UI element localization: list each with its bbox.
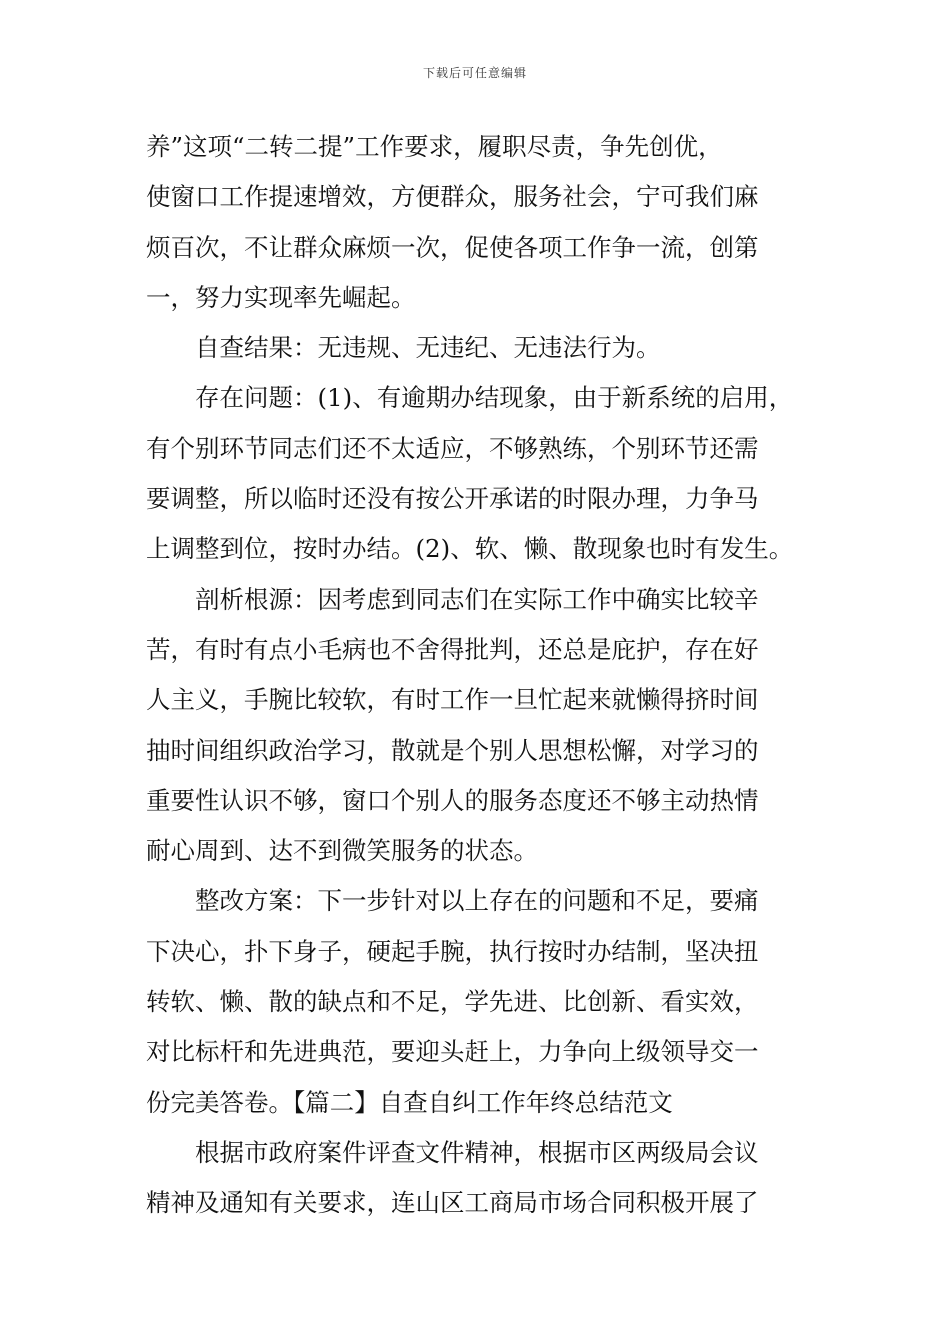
text-line: 上调整到位，按时办结。(2)、软、懒、散现象也时有发生。 [146, 534, 794, 564]
text-line: 精神及通知有关要求，连山区工商局市场合同积极开展了 [146, 1188, 759, 1218]
page-header: 下载后可任意编辑 [422, 66, 527, 80]
text-line: 下决心，扑下身子，硬起手腕，执行按时办结制，坚决扭 [146, 936, 759, 966]
text-line: 要调整，所以临时还没有按公开承诺的时限办理，力争马 [146, 484, 759, 514]
paragraph-existing-problems: 存在问题：(1)、有逾期办结现象，由于新系统的启用， [195, 383, 794, 413]
text-line: 重要性认识不够，窗口个别人的服务态度还不够主动热情 [146, 785, 759, 815]
paragraph-root-cause: 剖析根源：因考虑到同志们在实际工作中确实比较辛 [195, 584, 759, 614]
text-line: 转软、懒、散的缺点和不足，学先进、比创新、看实效， [146, 987, 759, 1017]
paragraph-rectification-plan: 整改方案：下一步针对以上存在的问题和不足，要痛 [195, 886, 759, 916]
text-line: 耐心周到、达不到微笑服务的状态。 [146, 836, 538, 866]
text-line: 养”这项“二转二提”工作要求，履职尽责，争先创优， [146, 132, 723, 161]
text-line: 一，努力实现率先崛起。 [146, 282, 416, 312]
text-line: 份完美答卷。【篇二】自查自纠工作年终总结范文 [146, 1087, 673, 1117]
text-line: 苦，有时有点小毛病也不舍得批判，还总是庇护，存在好 [146, 634, 759, 664]
paragraph-self-check-result: 自查结果：无违规、无违纪、无违法行为。 [195, 333, 661, 363]
text-line: 烦百次，不让群众麻烦一次，促使各项工作争一流，创第 [146, 232, 759, 262]
text-line: 抽时间组织政治学习，散就是个别人思想松懈，对学习的 [146, 735, 759, 765]
text-line: 对比标杆和先进典范，要迎头赶上，力争向上级领导交一 [146, 1037, 759, 1067]
text-line: 有个别环节同志们还不太适应，不够熟练，个别环节还需 [146, 433, 759, 463]
text-line: 使窗口工作提速增效，方便群众，服务社会，宁可我们麻 [146, 182, 759, 212]
paragraph-part-two-intro: 根据市政府案件评查文件精神，根据市区两级局会议 [195, 1137, 759, 1167]
text-line: 人主义，手腕比较软，有时工作一旦忙起来就懒得挤时间 [146, 685, 759, 715]
document-body [146, 122, 818, 1229]
